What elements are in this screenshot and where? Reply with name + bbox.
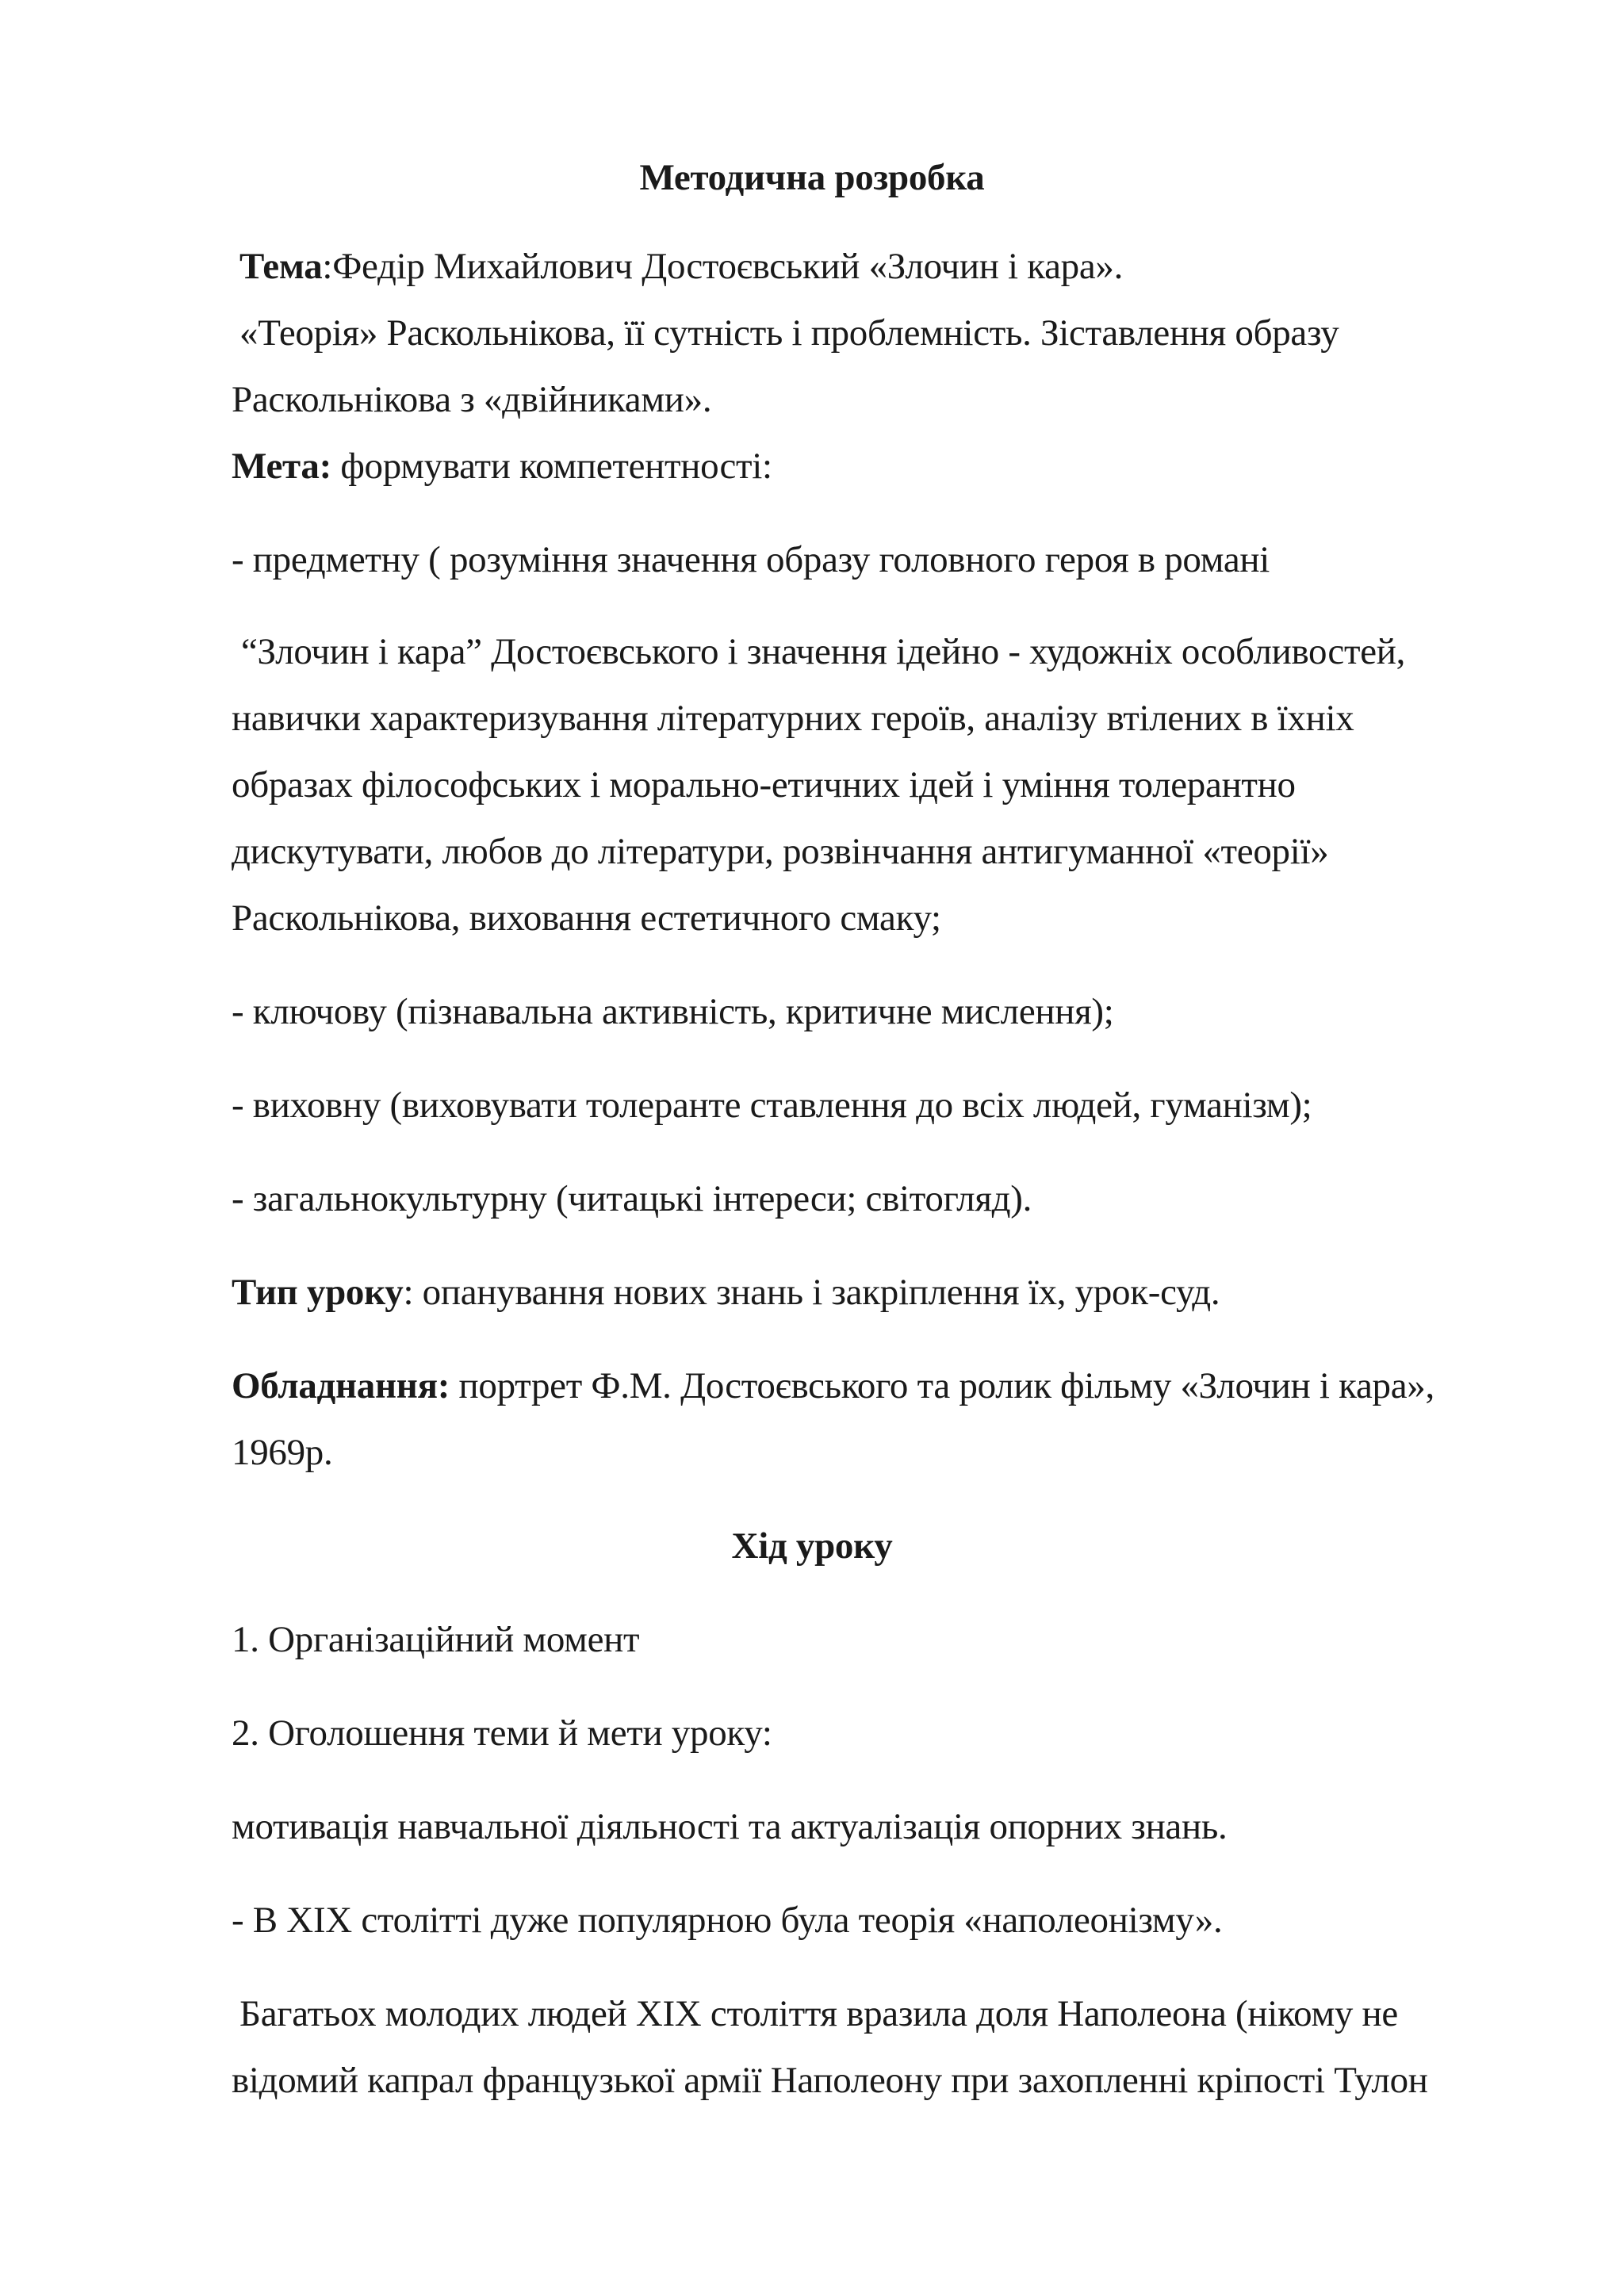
topic-colon: :	[322, 246, 333, 287]
lesson-type-label: Тип уроку	[232, 1272, 404, 1313]
progress-motivation: мотивація навчальної діяльності та актуалізація опорних знань.	[232, 1806, 1228, 1847]
goal-key: - ключову (пізнавальна активність, критичне мислення);	[232, 991, 1114, 1032]
progress-step-2: 2. Оголошення теми й мети уроку:	[232, 1712, 772, 1754]
goal-subject-line-4: образах філософських і морально-етичних ідей і уміння толерантно	[232, 764, 1296, 806]
progress-paragraph-2-line-2: відомий капрал французької армії Наполеону при захопленні кріпості Тулон	[232, 2060, 1428, 2101]
goal-text: формувати компетентності:	[331, 446, 772, 487]
equipment-label: Обладнання:	[232, 1365, 450, 1406]
lesson-type-text: : опанування нових знань і закріплення їх, урок-суд.	[403, 1272, 1220, 1313]
progress-step-1: 1. Організаційний момент	[232, 1619, 640, 1660]
goal-subject-line-3: навички характеризування літературних героїв, аналізу втілених в їхніх	[232, 698, 1354, 739]
goal-subject-line-1: - предметну ( розуміння значення образу головного героя в романі	[232, 539, 1270, 580]
topic-line-3: Раскольнікова з «двійниками».	[232, 379, 712, 420]
topic-label: Тема	[239, 246, 323, 287]
progress-heading: Хід уроку	[731, 1525, 893, 1567]
goal-subject-line-2: “Злочин і кара” Достоєвського і значення ідейно - художніх особливостей,	[241, 631, 1406, 672]
document-title: Методична розробка	[639, 157, 985, 198]
goal-subject-line-6: Раскольнікова, виховання естетичного смаку;	[232, 897, 941, 939]
equipment-line-2: 1969р.	[232, 1432, 333, 1473]
goal-cultural: - загальнокультурну (читацькі інтереси; світогляд).	[232, 1178, 1032, 1219]
equipment-text: портрет Ф.М. Достоєвського та ролик фільму «Злочин і кара»,	[450, 1365, 1434, 1406]
progress-paragraph-1: - В XIX столітті дуже популярною була теорія «наполеонізму».	[232, 1900, 1223, 1941]
topic-line-1	[239, 244, 1123, 289]
lesson-type-line	[232, 1270, 1220, 1314]
goal-subject-line-5: дискутувати, любов до літератури, розвінчання антигуманної «теорії»	[232, 831, 1329, 872]
goal-line	[232, 444, 772, 488]
progress-paragraph-2-line-1: Багатьох молодих людей XIX століття вразила доля Наполеона (нікому не	[239, 1993, 1398, 2034]
goal-label: Мета:	[232, 446, 331, 487]
topic-line-2: «Теорія» Раскольнікова, її сутність і проблемність. Зіставлення образу	[239, 312, 1339, 354]
equipment-line	[232, 1364, 1434, 1408]
goal-educational: - виховну (виховувати толеранте ставлення до всіх людей, гуманізм);	[232, 1085, 1312, 1126]
topic-text-1: Федір Михайлович Достоєвський «Злочин і кара».	[332, 246, 1124, 287]
